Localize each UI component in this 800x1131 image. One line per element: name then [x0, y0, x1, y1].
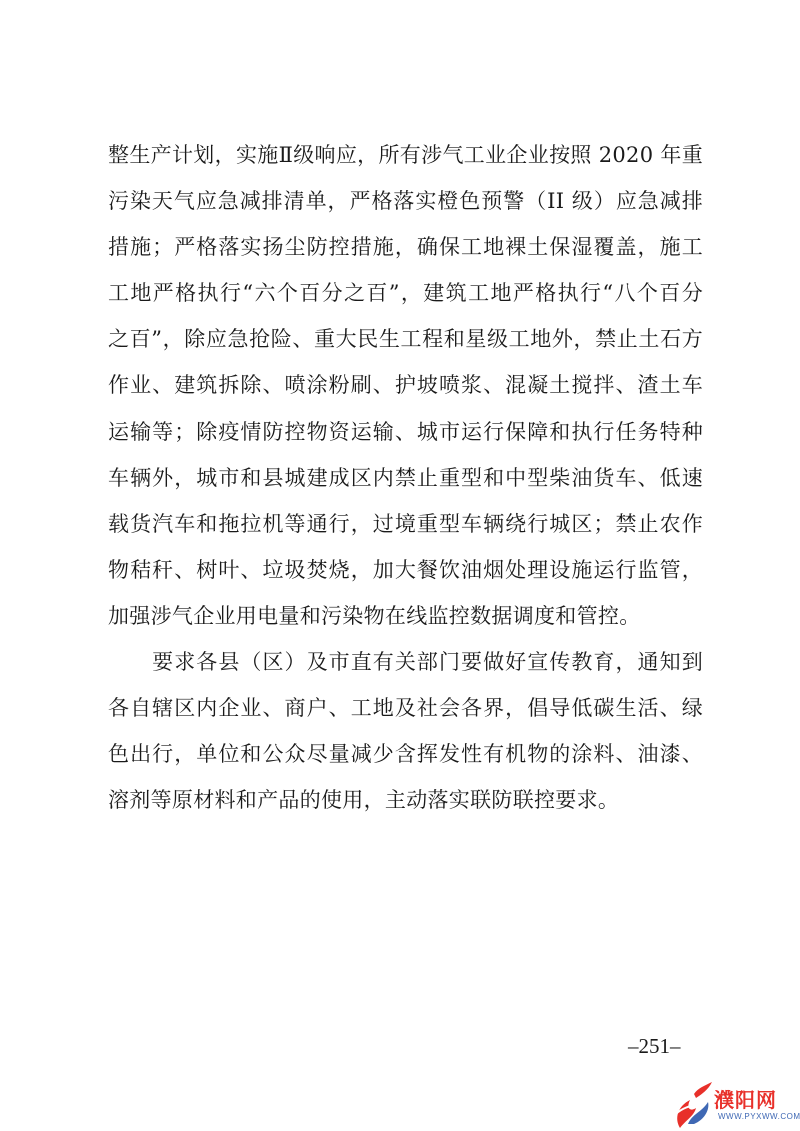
text-line: 运输等；除疫情防控物资运输、城市运行保障和执行任务特种 — [108, 419, 703, 444]
text-line: 之百”，除应急抢险、重大民生工程和星级工地外，禁止土石方 — [108, 327, 703, 352]
body-text — [108, 132, 703, 823]
text-line: 工地严格执行“六个百分之百”，建筑工地严格执行“八个百分 — [108, 281, 703, 306]
text-line: 污染天气应急减排清单，严格落实橙色预警（II 级）应急减排 — [108, 189, 703, 214]
watermark-url: WWW.PYXWW.COM — [718, 1112, 800, 1121]
text-line: 色出行，单位和公众尽量减少含挥发性有机物的涂料、油漆、 — [108, 742, 703, 767]
text-line: 要求各县（区）及市直有关部门要做好宣传教育，通知到 — [108, 650, 703, 675]
site-watermark — [668, 1078, 800, 1131]
text-line: 加强涉气企业用电量和污染物在线监控数据调度和管控。 — [108, 603, 641, 628]
page-number: –251– — [628, 1034, 681, 1058]
text-line: 措施；严格落实扬尘防控措施，确保工地裸土保湿覆盖，施工 — [108, 235, 703, 260]
watermark-brand: 濮阳网 — [714, 1088, 777, 1112]
text-line: 作业、建筑拆除、喷涂粉刷、护坡喷浆、混凝土搅拌、渣土车 — [108, 373, 703, 398]
text-line: 载货汽车和拖拉机等通行，过境重型车辆绕行城区；禁止农作 — [108, 511, 703, 536]
text-line: 各自辖区内企业、商户、工地及社会各界，倡导低碳生活、绿 — [108, 696, 703, 721]
text-line: 整生产计划，实施Ⅱ级响应，所有涉气工业企业按照 2020 年重 — [108, 143, 703, 167]
flame-logo-icon — [668, 1078, 716, 1131]
text-line: 溶剂等原材料和产品的使用，主动落实联防联控要求。 — [108, 788, 620, 813]
text-line: 物秸秆、树叶、垃圾焚烧，加大餐饮油烟处理设施运行监管， — [108, 557, 703, 582]
text-line: 车辆外，城市和县城建成区内禁止重型和中型柴油货车、低速 — [108, 465, 703, 490]
